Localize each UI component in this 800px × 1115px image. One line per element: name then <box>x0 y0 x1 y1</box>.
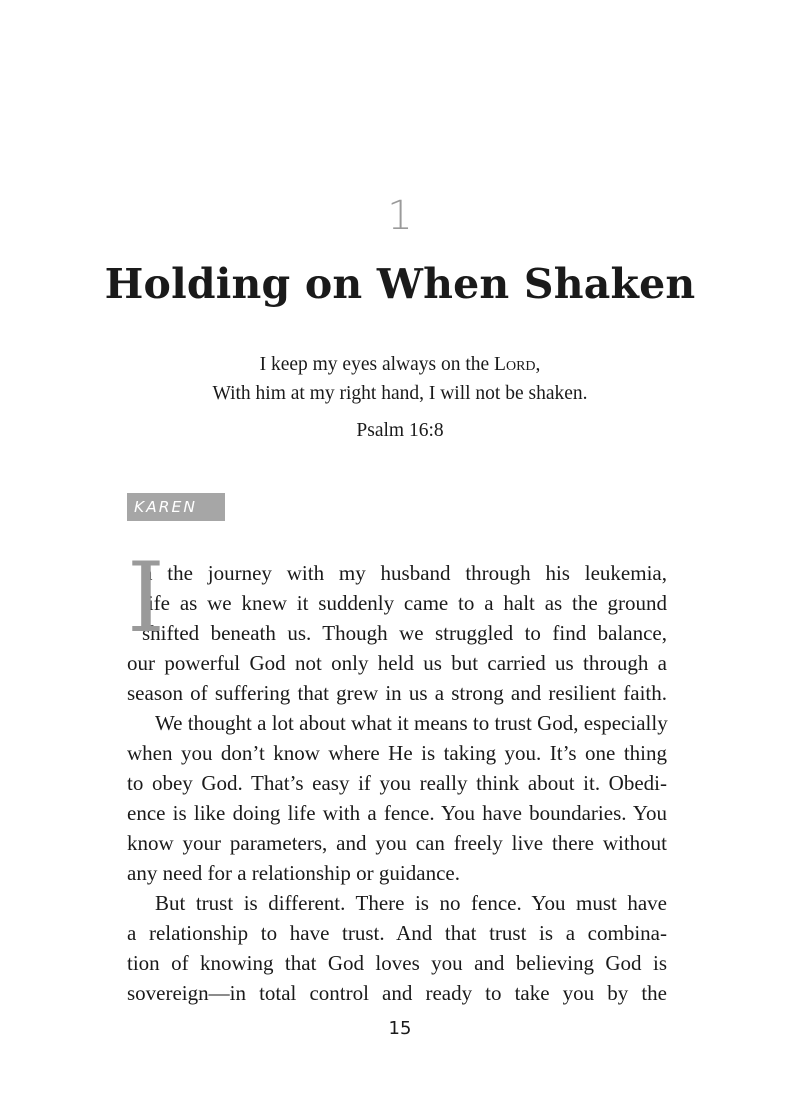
body-line: our powerful God not only held us but carried us through a <box>127 651 667 675</box>
body-line: any need for a relationship or guidance. <box>127 861 460 885</box>
body-line: to obey God. That’s easy if you really think about it. Obedi- <box>127 771 667 795</box>
author-tag: KAREN <box>127 493 225 521</box>
body-line: sovereign—in total control and ready to take you by the <box>127 981 667 1005</box>
epigraph-line-2: With him at my right hand, I will not be shaken. <box>212 383 588 404</box>
body-line: tion of knowing that God loves you and believing God is <box>127 951 667 975</box>
body-line: know your parameters, and you can freely live there without <box>127 831 667 855</box>
page-number: 15 <box>388 1018 412 1039</box>
body-line: life as we knew it suddenly came to a halt as the ground <box>142 591 667 615</box>
body-text <box>127 542 668 1008</box>
epigraph-line-1-text: I keep my eyes always on the <box>259 354 495 375</box>
chapter-title: Holding on When Shaken <box>104 260 696 308</box>
body-line: season of suffering that grew in us a strong and resilient faith. <box>127 681 667 705</box>
body-line: ence is like doing life with a fence. You have boundaries. You <box>127 801 667 825</box>
epigraph <box>0 350 800 445</box>
drop-cap: I <box>127 542 165 654</box>
body-line: shifted beneath us. Though we struggled to find balance, <box>142 621 667 645</box>
body-line: when you don’t know where He is taking you. It’s one thing <box>127 741 667 765</box>
epigraph-citation: Psalm 16:8 <box>356 420 444 441</box>
small-caps-lord: Lord <box>494 354 536 375</box>
epigraph-line-1 <box>0 350 800 379</box>
body-line: a relationship to have trust. And that trust is a combina- <box>127 921 667 945</box>
epigraph-line-1-end: , <box>535 354 541 375</box>
body-line: We thought a lot about what it means to trust God, especially <box>155 711 668 735</box>
body-line: But trust is different. There is no fence. You must have <box>155 891 667 915</box>
body-line: n the journey with my husband through his leukemia, <box>142 561 667 585</box>
chapter-number: 1 <box>387 193 413 239</box>
